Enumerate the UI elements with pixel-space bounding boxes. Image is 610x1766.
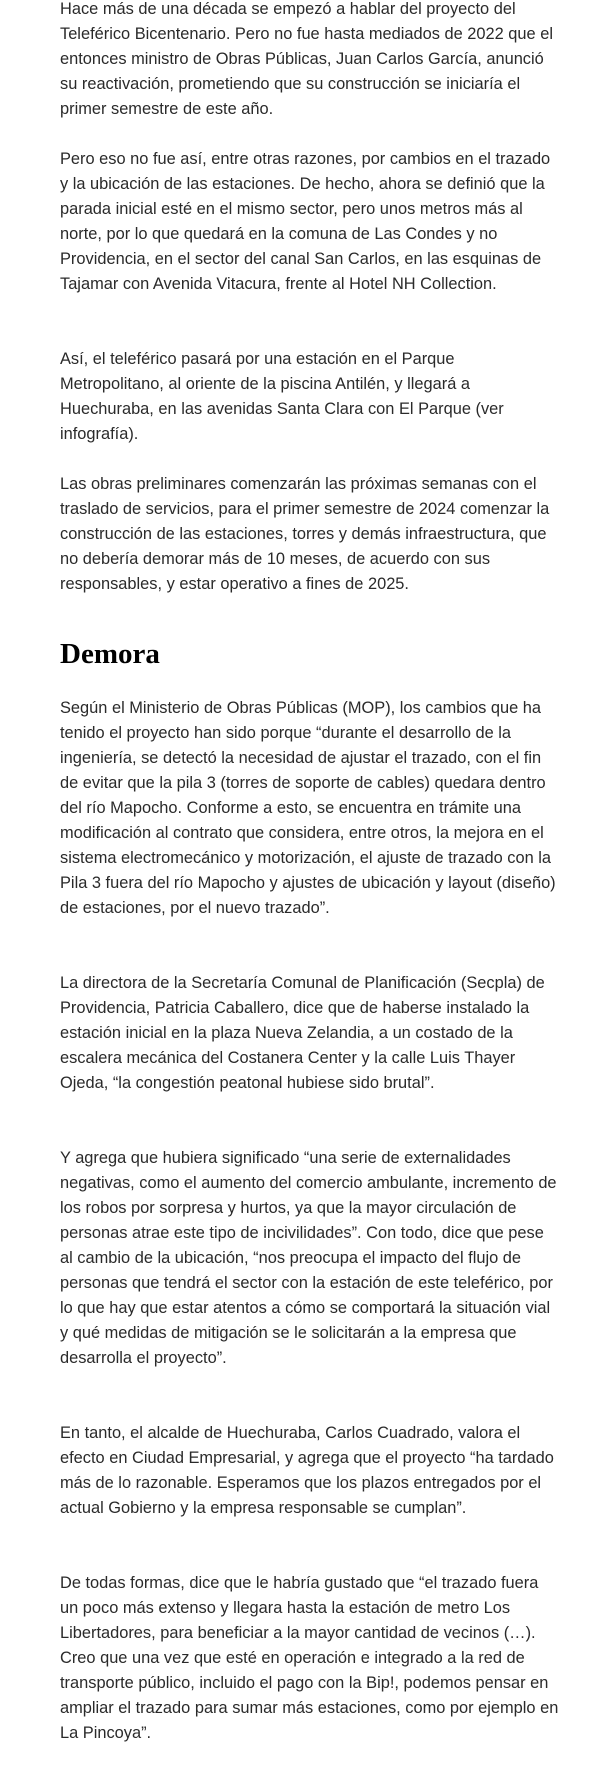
paragraph-intro-1: Hace más de una década se empezó a hablar del proyecto del Teleférico Bicentenario. Pero no fue hasta mediados de 2022 que el entonces ministro de Obras Públicas, Juan Carlos García, anunció su reactivación, prometiendo que su construcción se iniciaría el primer semestre de este año. xyxy=(60,0,553,118)
paragraph-intro-4: Las obras preliminares comenzarán las próximas semanas con el traslado de servicios, para el primer semestre de 2024 comenzar la construcción de las estaciones, torres y demás infraestructura, que no debería demorar más de 10 meses, de acuerdo con sus responsables, y estar operativo a fines de 2025. xyxy=(60,475,550,593)
paragraph-demora-1: Según el Ministerio de Obras Públicas (MOP), los cambios que ha tenido el proyecto han sido porque “durante el desarrollo de la ingeniería, se detectó la necesidad de ajustar el trazado, con el fin de evitar que la pila 3 (torres de soporte de cables) quedara dentro del río Mapocho. Conforme a esto, se encuentra en trámite una modificación al contrato que considera, entre otros, la mejora en el sistema electromecánico y motorización, el ajuste de trazado con la Pila 3 fuera del río Mapocho y ajustes de ubicación y layout (diseño) de estaciones, por el nuevo trazado”. xyxy=(60,699,556,917)
paragraph-demora-5: De todas formas, dice que le habría gustado que “el trazado fuera un poco más extenso y llegara hasta la estación de metro Los Libertadores, para beneficiar a la mayor cantidad de vecinos (…). Creo que una vez que esté en operación e integrado a la red de transporte público, incluido el pago con la Bip!, podemos pensar en ampliar el trazado para sumar más estaciones, como por ejemplo en La Pincoya”. xyxy=(60,1574,559,1742)
paragraph-demora-3: Y agrega que hubiera significado “una serie de externalidades negativas, como el aumento del comercio ambulante, incremento de los robos por sorpresa y hurtos, ya que la mayor circulación de personas atrae este tipo de incivilidades”. Con todo, dice que pese al cambio de la ubicación, “nos preocupa el impacto del flujo de personas que tendrá el sector con la estación de este teleférico, por lo que hay que estar atentos a cómo se comportará la situación vial y qué medidas de mitigación se le solicitarán a la empresa que desarrolla el proyecto”. xyxy=(60,1149,557,1367)
paragraph-intro-3: Así, el teleférico pasará por una estación en el Parque Metropolitano, al oriente de la piscina Antilén, y llegará a Huechuraba, en las avenidas Santa Clara con El Parque (ver infografía). xyxy=(60,350,504,443)
paragraph-demora-2: La directora de la Secretaría Comunal de Planificación (Secpla) de Providencia, Patricia Caballero, dice que de haberse instalado la estación inicial en la plaza Nueva Zelandia, a un costado de la escalera mecánica del Costanera Center y la calle Luis Thayer Ojeda, “la congestión peatonal hubiese sido brutal”. xyxy=(60,974,545,1092)
paragraph-intro-2: Pero eso no fue así, entre otras razones, por cambios en el trazado y la ubicación de las estaciones. De hecho, ahora se definió que la parada inicial esté en el mismo sector, pero unos metros más al norte, por lo que quedará en la comuna de Las Condes y no Providencia, en el sector del canal San Carlos, en las esquinas de Tajamar con Avenida Vitacura, frente al Hotel NH Collection. xyxy=(60,150,551,293)
paragraph-demora-4: En tanto, el alcalde de Huechuraba, Carlos Cuadrado, valora el efecto en Ciudad Empresarial, y agrega que el proyecto “ha tardado más de lo razonable. Esperamos que los plazos entregados por el actual Gobierno y la empresa responsable se cumplan”. xyxy=(60,1424,554,1517)
section-heading-demora: Demora xyxy=(60,638,160,670)
